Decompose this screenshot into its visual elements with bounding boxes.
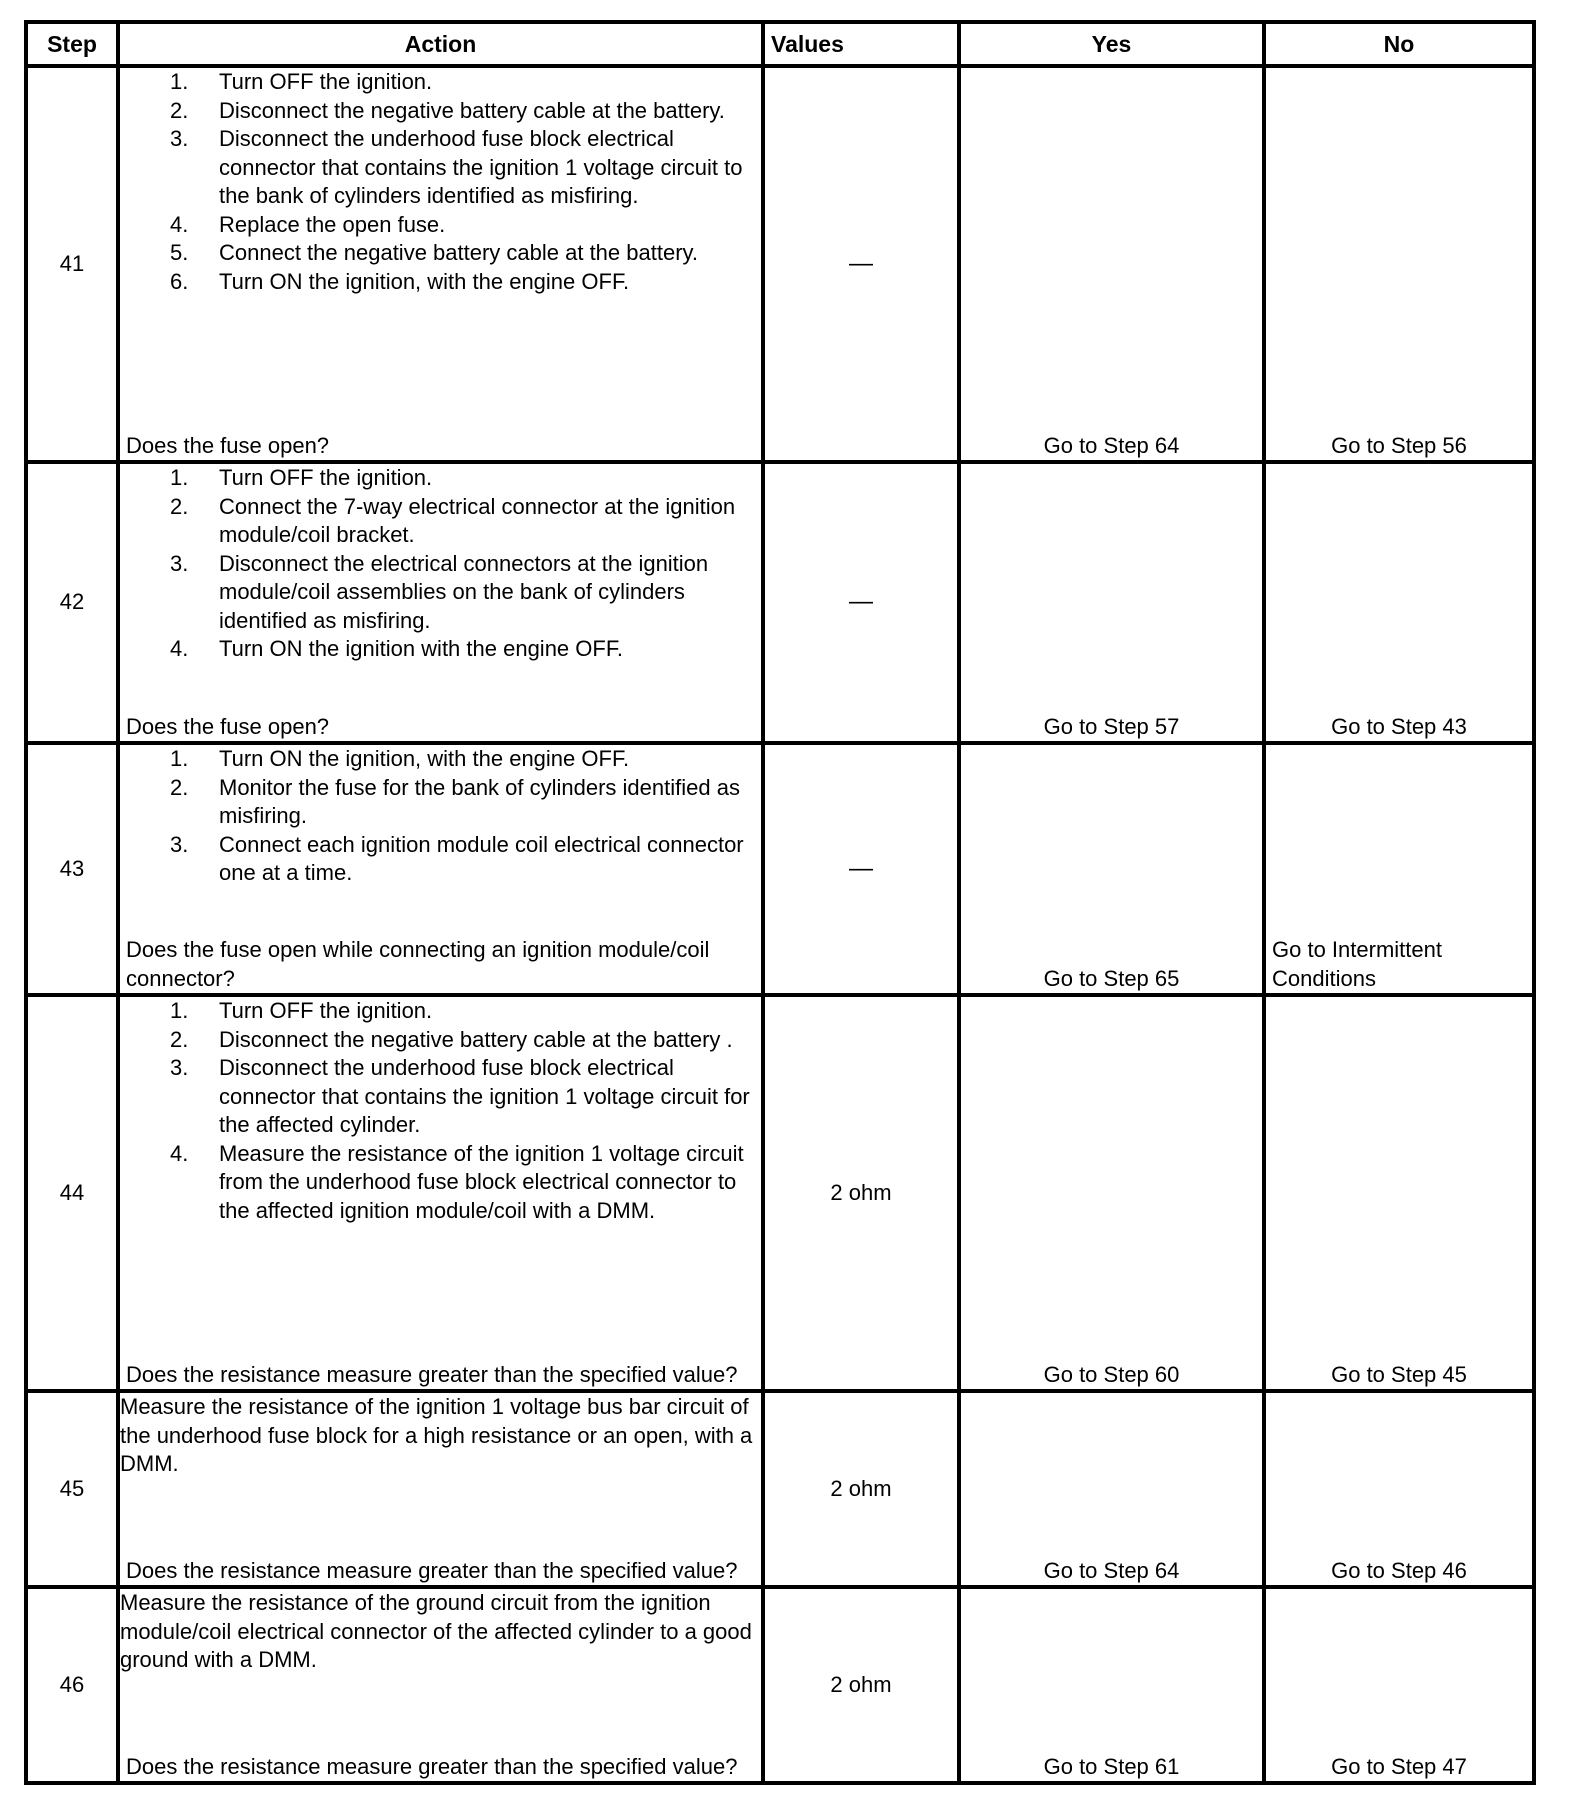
no-result: Go to Intermittent Conditions — [1264, 743, 1534, 995]
list-item: 1. Turn OFF the ignition. — [170, 998, 433, 1023]
list-item: 2. Disconnect the negative battery cable at the battery . — [170, 1026, 733, 1052]
header-values: Values — [763, 22, 959, 66]
list-item: 4. Turn ON the ignition with the engine OFF. — [170, 636, 623, 661]
table-row — [26, 66, 1534, 462]
instruction-list — [120, 464, 761, 664]
list-item: 6. Turn ON the ignition, with the engine OFF. — [170, 268, 630, 294]
value-cell: — — [763, 743, 959, 995]
yes-result: Go to Step 57 — [959, 462, 1264, 743]
diagnostic-table — [24, 20, 1536, 1785]
list-item: 3. Disconnect the underhood fuse block electrical connector that contains the ignition 1 voltage circuit to the bank of cylinders identified as misfiring. — [170, 126, 743, 208]
question-text: Does the resistance measure greater than the specified value? — [126, 1753, 738, 1779]
question-text: Does the resistance measure greater than the specified value? — [126, 1557, 738, 1583]
step-number: 44 — [26, 995, 118, 1391]
step-number: 41 — [26, 66, 118, 462]
question-text: Does the fuse open? — [126, 432, 330, 458]
no-result: Go to Step 56 — [1264, 66, 1534, 462]
list-item: 2. Connect the 7-way electrical connector at the ignition module/coil bracket. — [170, 493, 736, 547]
no-result: Go to Step 45 — [1264, 995, 1534, 1391]
instruction-list — [120, 68, 761, 296]
action-cell — [118, 1587, 763, 1783]
action-cell — [118, 743, 763, 995]
value-cell: 2 ohm — [763, 1391, 959, 1587]
header-action: Action — [118, 22, 763, 66]
action-paragraph: Measure the resistance of the ground circuit from the ignition module/coil electrical connector of the affected cylinder to a good ground with a DMM. — [120, 1590, 752, 1672]
list-item: 2. Monitor the fuse for the bank of cylinders identified as misfiring. — [170, 774, 740, 828]
list-item: 5. Connect the negative battery cable at the battery. — [170, 240, 699, 265]
instruction-list — [120, 745, 761, 888]
instruction-list — [120, 997, 761, 1225]
action-cell — [118, 66, 763, 462]
question-text: Does the resistance measure greater than the specified value? — [126, 1361, 738, 1387]
table-row — [26, 1391, 1534, 1587]
value-cell: — — [763, 462, 959, 743]
action-cell — [118, 1391, 763, 1587]
table-row — [26, 462, 1534, 743]
no-result: Go to Step 47 — [1264, 1587, 1534, 1783]
question-text: Does the fuse open while connecting an ignition module/coil connector? — [126, 937, 710, 991]
yes-result: Go to Step 64 — [959, 1391, 1264, 1587]
list-item: 4. Replace the open fuse. — [170, 211, 446, 237]
value-cell: 2 ohm — [763, 1587, 959, 1783]
no-result: Go to Step 46 — [1264, 1391, 1534, 1587]
list-item: 1. Turn OFF the ignition. — [170, 69, 433, 94]
list-item: 3. Disconnect the underhood fuse block electrical connector that contains the ignition 1 voltage circuit for the affected cylinder. — [170, 1055, 750, 1137]
list-item: 3. Connect each ignition module coil electrical connector one at a time. — [170, 831, 744, 885]
table-row — [26, 995, 1534, 1391]
list-item: 4. Measure the resistance of the ignition 1 voltage circuit from the underhood fuse block electrical connector to the affected ignition module/coil with a DMM. — [170, 1140, 744, 1223]
list-item: 3. Disconnect the electrical connectors at the ignition module/coil assemblies on the bank of cylinders identified as misfiring. — [170, 550, 709, 633]
header-no: No — [1264, 22, 1534, 66]
value-cell: — — [763, 66, 959, 462]
question-text: Does the fuse open? — [126, 713, 330, 739]
step-number: 42 — [26, 462, 118, 743]
yes-result: Go to Step 61 — [959, 1587, 1264, 1783]
step-number: 45 — [26, 1391, 118, 1587]
yes-result: Go to Step 65 — [959, 743, 1264, 995]
table-row — [26, 1587, 1534, 1783]
action-cell — [118, 995, 763, 1391]
table-row — [26, 743, 1534, 995]
no-result: Go to Step 43 — [1264, 462, 1534, 743]
header-step: Step — [26, 22, 118, 66]
list-item: 2. Disconnect the negative battery cable at the battery. — [170, 97, 725, 123]
list-item: 1. Turn ON the ignition, with the engine OFF. — [170, 746, 630, 771]
value-cell: 2 ohm — [763, 995, 959, 1391]
header-yes: Yes — [959, 22, 1264, 66]
step-number: 46 — [26, 1587, 118, 1783]
step-number: 43 — [26, 743, 118, 995]
yes-result: Go to Step 60 — [959, 995, 1264, 1391]
action-paragraph: Measure the resistance of the ignition 1 voltage bus bar circuit of the underhood fuse block for a high resistance or an open, with a DMM. — [120, 1394, 753, 1476]
list-item: 1. Turn OFF the ignition. — [170, 465, 433, 490]
action-cell — [118, 462, 763, 743]
yes-result: Go to Step 64 — [959, 66, 1264, 462]
header-row — [26, 22, 1534, 66]
